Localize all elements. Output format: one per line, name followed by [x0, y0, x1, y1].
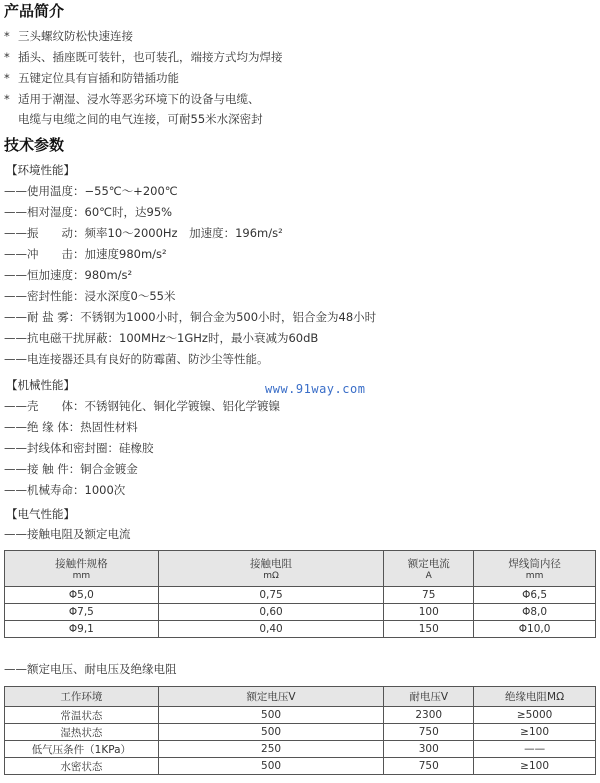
env-line: ——抗电磁干扰屏蔽：100MHz～1GHz时，最小衰减为60dB: [4, 331, 319, 345]
intro-bullet-1: [4, 28, 133, 44]
elec-sub-voltage: ——额定电压、耐电压及绝缘电阻: [4, 662, 177, 676]
table-cell: 150: [384, 621, 474, 638]
table-cell: ≥5000: [474, 707, 596, 724]
table-cell: Φ5,0: [5, 587, 159, 604]
table-cell: 湿热状态: [5, 724, 159, 741]
voltage-table: [4, 686, 596, 775]
elec-header: 【电气性能】: [6, 507, 75, 521]
tech-title: 技术参数: [4, 136, 65, 154]
bullet-text: 三头螺纹防松快速连接: [18, 29, 133, 43]
table-cell: Φ7,5: [5, 604, 159, 621]
intro-bullet-4: [4, 91, 260, 107]
table-cell: ≥100: [474, 758, 596, 775]
mech-header: 【机械性能】: [6, 378, 75, 392]
table-cell: 低气压条件（1KPa）: [5, 741, 159, 758]
table-header-row: [5, 687, 596, 707]
table-cell: 500: [158, 707, 384, 724]
table-cell: 水密状态: [5, 758, 159, 775]
table-header-cell: 焊线筒内径 mm: [474, 551, 596, 587]
table-header-cell: 绝缘电阻MΩ: [474, 687, 596, 707]
bullet-marker: *: [4, 92, 10, 106]
table-cell: ——: [474, 741, 596, 758]
elec-sub-contact: ——接触电阻及额定电流: [4, 527, 131, 541]
table-row: [5, 621, 596, 638]
table-cell: Φ6,5: [474, 587, 596, 604]
mech-line: ——接 触 件：铜合金镀金: [4, 462, 138, 476]
table-header-cell: 额定电流 A: [384, 551, 474, 587]
env-header: 【环境性能】: [6, 163, 75, 177]
table-row: [5, 707, 596, 724]
bullet-marker: *: [4, 29, 10, 43]
intro-bullet-2: [4, 49, 283, 65]
env-line: ——相对湿度：60℃时，达95%: [4, 205, 173, 219]
table-cell: 75: [384, 587, 474, 604]
table-header-cell: 接触件规格 mm: [5, 551, 159, 587]
table-cell: 0,40: [158, 621, 384, 638]
table-cell: 250: [158, 741, 384, 758]
table-header-cell: 耐电压V: [384, 687, 474, 707]
bullet-text: 适用于潮湿、浸水等恶劣环境下的设备与电缆、: [18, 92, 260, 106]
table-cell: Φ10,0: [474, 621, 596, 638]
bullet-marker: *: [4, 71, 10, 85]
table-cell: 2300: [384, 707, 474, 724]
intro-bullet-3: [4, 70, 179, 86]
watermark-url: www.91way.com: [265, 382, 366, 396]
table-row: [5, 741, 596, 758]
env-line: ——耐 盐 雾：不锈钢为1000小时，铜合金为500小时，铝合金为48小时: [4, 310, 377, 324]
intro-bullet-continuation: 电缆与电缆之间的电气连接，可耐55米水深密封: [18, 112, 263, 126]
mech-line: ——壳 体：不锈钢钝化、铜化学镀镍、铝化学镀镍: [4, 399, 280, 413]
intro-title: 产品简介: [4, 2, 65, 20]
table-cell: 750: [384, 758, 474, 775]
mech-line: ——封线体和密封圈：硅橡胶: [4, 441, 154, 455]
table-row: [5, 604, 596, 621]
table-cell: 0,60: [158, 604, 384, 621]
table-cell: Φ8,0: [474, 604, 596, 621]
table-cell: Φ9,1: [5, 621, 159, 638]
table-row: [5, 587, 596, 604]
mech-line: ——机械寿命：1000次: [4, 483, 126, 497]
table-header-cell: 接触电阻 mΩ: [158, 551, 384, 587]
table-header-row: [5, 551, 596, 587]
bullet-marker: *: [4, 50, 10, 64]
table-cell: 100: [384, 604, 474, 621]
table-cell: 500: [158, 758, 384, 775]
contact-table: [4, 550, 596, 638]
env-line: ——振 动：频率10～2000Hz 加速度：196m/s²: [4, 226, 283, 240]
table-cell: 500: [158, 724, 384, 741]
env-line: ——密封性能：浸水深度0～55米: [4, 289, 176, 303]
table-cell: ≥100: [474, 724, 596, 741]
mech-line: ——绝 缘 体：热固性材料: [4, 420, 138, 434]
table-row: [5, 724, 596, 741]
env-line: ——恒加速度：980m/s²: [4, 268, 133, 282]
table-row: [5, 758, 596, 775]
bullet-text: 插头、插座既可装针，也可装孔，端接方式均为焊接: [18, 50, 283, 64]
table-header-cell: 额定电压V: [158, 687, 384, 707]
bullet-text: 五键定位具有盲插和防错插功能: [18, 71, 179, 85]
env-line: ——冲 击：加速度980m/s²: [4, 247, 167, 261]
table-cell: 常温状态: [5, 707, 159, 724]
table-cell: 0,75: [158, 587, 384, 604]
table-header-cell: 工作环境: [5, 687, 159, 707]
env-line: ——电连接器还具有良好的防霉菌、防沙尘等性能。: [4, 352, 269, 366]
table-cell: 300: [384, 741, 474, 758]
table-cell: 750: [384, 724, 474, 741]
env-line: ——使用温度：−55℃～+200℃: [4, 184, 178, 198]
